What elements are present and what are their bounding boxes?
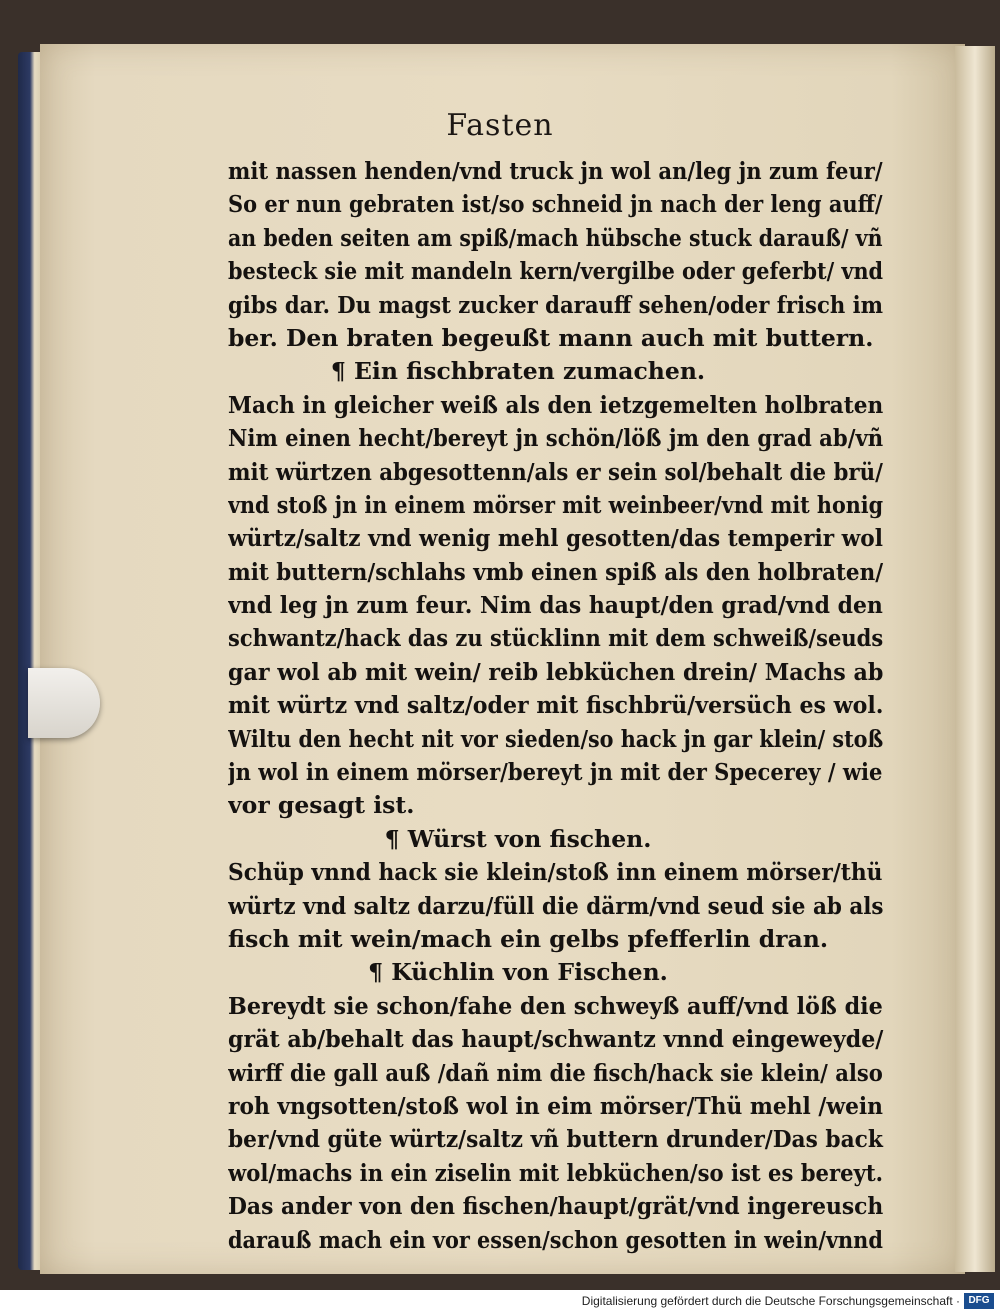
text-line [228, 1090, 888, 1123]
text-line [228, 890, 888, 923]
text-line [228, 456, 888, 489]
line-text: Wiltu den hecht nit vor sieden/so hack jn gar klein/ stoß [228, 724, 884, 753]
text-line [228, 990, 888, 1023]
line-text: ¶ Ein fischbraten zumachen. [330, 357, 706, 386]
dfg-logo: DFG [964, 1293, 994, 1309]
line-text: wirff die gall auß /dañ nim die fisch/hack sie klein/ also [228, 1058, 883, 1087]
line-text: Mach in gleicher weiß als den ietzgemelten holbraten [228, 390, 884, 419]
text-line [228, 1190, 888, 1223]
facing-page-edge [955, 46, 995, 1272]
line-text: würtz/saltz vnd wenig mehl gesotten/das temperir wol [228, 524, 883, 553]
line-text: mit würtz vnd saltz/oder mit fischbrü/versüch es wol. [228, 691, 884, 720]
line-text: Das ander von den fischen/haupt/grät/vnd ingereusch [228, 1192, 884, 1221]
text-line [228, 1157, 888, 1190]
text-line [228, 322, 888, 355]
text-line [228, 789, 888, 822]
text-line [228, 1057, 888, 1090]
page-clip [28, 668, 100, 738]
line-text: besteck sie mit mandeln kern/vergilbe oder geferbt/ vnd [228, 257, 884, 286]
text-line [228, 622, 888, 655]
footer-credit: Digitalisierung gefördert durch die Deutsche Forschungsgemeinschaft · [581, 1294, 960, 1308]
text-line [228, 155, 888, 188]
running-head: Fasten [446, 108, 554, 143]
text-line [228, 255, 888, 288]
line-text: ber. Den braten begeußt mann auch mit buttern. [228, 323, 874, 352]
line-text: mit würtzen abgesottenn/als er sein sol/behalt die brü/ [228, 457, 883, 486]
text-line [228, 689, 888, 722]
line-text: mit buttern/schlahs vmb einen spiß als den holbraten/ [228, 557, 884, 586]
line-text: roh vngsotten/stoß wol in eim mörser/Thü mehl /wein [228, 1091, 884, 1120]
text-line [228, 1023, 888, 1056]
text-line [228, 1224, 888, 1257]
text-line [228, 389, 888, 422]
text-line [228, 222, 888, 255]
line-text: ber/vnd güte würtz/saltz vñ buttern drunder/Das back [228, 1125, 883, 1154]
line-text: grät ab/behalt das haupt/schwantz vnnd eingeweyde/ [228, 1025, 884, 1054]
line-text: darauß mach ein vor essen/schon gesotten in wein/vnnd [228, 1225, 883, 1254]
text-line [228, 489, 888, 522]
section-heading [228, 355, 888, 388]
line-text: ¶ Küchlin von Fischen. [368, 958, 668, 987]
line-text: ¶ Würst von fischen. [384, 824, 652, 853]
section-heading [228, 956, 888, 989]
text-line [228, 522, 888, 555]
text-line [228, 188, 888, 221]
line-text: gar wol ab mit wein/ reib lebküchen drein/ Machs ab [228, 657, 884, 686]
line-text: an beden seiten am spiß/mach hübsche stuck darauß/ vñ [228, 223, 883, 252]
line-text: würtz vnd saltz darzu/füll die därm/vnd seud sie ab als [228, 891, 884, 920]
text-line [228, 422, 888, 455]
page-text [228, 155, 888, 1257]
text-line [228, 923, 888, 956]
text-line [228, 289, 888, 322]
line-text: Nim einen hecht/bereyt jn schön/löß jm den grad ab/vñ [228, 424, 884, 453]
text-line [228, 756, 888, 789]
text-line [228, 723, 888, 756]
line-text: mit nassen henden/vnd truck jn wol an/leg jn zum feur/ [228, 157, 883, 185]
text-line [228, 856, 888, 889]
line-text: vnd stoß jn in einem mörser mit weinbeer/vnd mit honig [228, 490, 884, 519]
line-text: Schüp vnnd hack sie klein/stoß inn einem mörser/thü [228, 858, 883, 887]
line-text: gibs dar. Du magst zucker darauff sehen/oder frisch im [228, 290, 883, 319]
line-text: wol/machs in ein ziselin mit lebküchen/so ist es bereyt. [228, 1158, 884, 1187]
line-text: vor gesagt ist. [228, 791, 415, 820]
text-line [228, 556, 888, 589]
text-line [228, 656, 888, 689]
line-text: vnd leg jn zum feur. Nim das haupt/den grad/vnd den [228, 591, 883, 620]
line-text: So er nun gebraten ist/so schneid jn nach der leng auff/ [228, 190, 883, 219]
line-text: jn wol in einem mörser/bereyt jn mit der Specerey / wie [228, 758, 883, 787]
section-heading [228, 823, 888, 856]
line-text: Bereydt sie schon/fahe den schweyß auff/vnd löß die [228, 991, 883, 1020]
line-text: fisch mit wein/mach ein gelbs pfefferlin dran. [228, 924, 829, 953]
text-line [228, 1123, 888, 1156]
line-text: schwantz/hack das zu stücklinn mit dem schweiß/seuds [228, 624, 884, 653]
text-line [228, 589, 888, 622]
